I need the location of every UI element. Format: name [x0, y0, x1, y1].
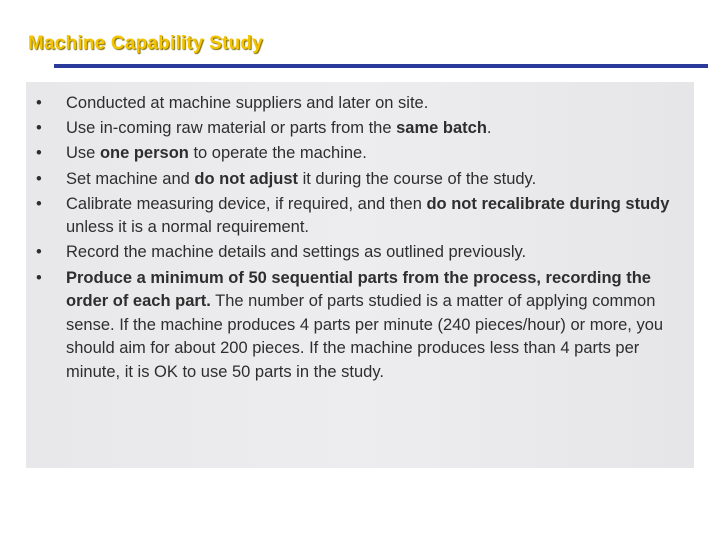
- bullet-text: Record the machine details and settings as outlined previously.: [66, 243, 527, 262]
- bullet-emphasis: do not adjust: [194, 169, 298, 188]
- bullet-emphasis: one person: [99, 144, 189, 163]
- title-underline: [54, 64, 708, 68]
- bullet-item: [28, 142, 688, 166]
- slide-title: Machine Capability Study: [28, 33, 263, 54]
- bullet-text: to operate the machine.: [188, 144, 367, 163]
- bullet-text: Conducted at machine suppliers and later on site.: [66, 94, 429, 112]
- bullet-emphasis: Produce a minimum of 50 sequential parts from the process, recording the order of each part.: [66, 268, 651, 311]
- bullet-item: [28, 193, 688, 240]
- bullet-text: The number of parts studied is a matter of applying common sense. If the machine produces 4 parts per minute (240 pieces/hour) or more, you should aim for about 200 pieces. If the machine produces less than 4 parts per minute, it is OK to use 50 parts in the study.: [66, 292, 664, 381]
- bullet-text: it during the course of the study.: [298, 169, 537, 188]
- bullet-text: Set machine and: [66, 169, 195, 188]
- bullet-list: [28, 92, 688, 386]
- bullet-text: Use: [66, 144, 100, 163]
- bullet-item: [28, 92, 688, 116]
- bullet-item: [28, 241, 688, 265]
- bullet-text: Calibrate measuring device, if required, and then: [66, 194, 427, 213]
- bullet-text: Use in-coming raw material or parts from the: [66, 119, 397, 138]
- bullet-text: unless it is a normal requirement.: [66, 218, 310, 237]
- bullet-emphasis: do not recalibrate during study: [426, 194, 670, 213]
- bullet-text: .: [486, 119, 492, 138]
- bullet-item: [28, 117, 688, 141]
- bullet-emphasis: same batch: [396, 119, 487, 138]
- bullet-item: [28, 168, 688, 192]
- bullet-item: [28, 267, 688, 385]
